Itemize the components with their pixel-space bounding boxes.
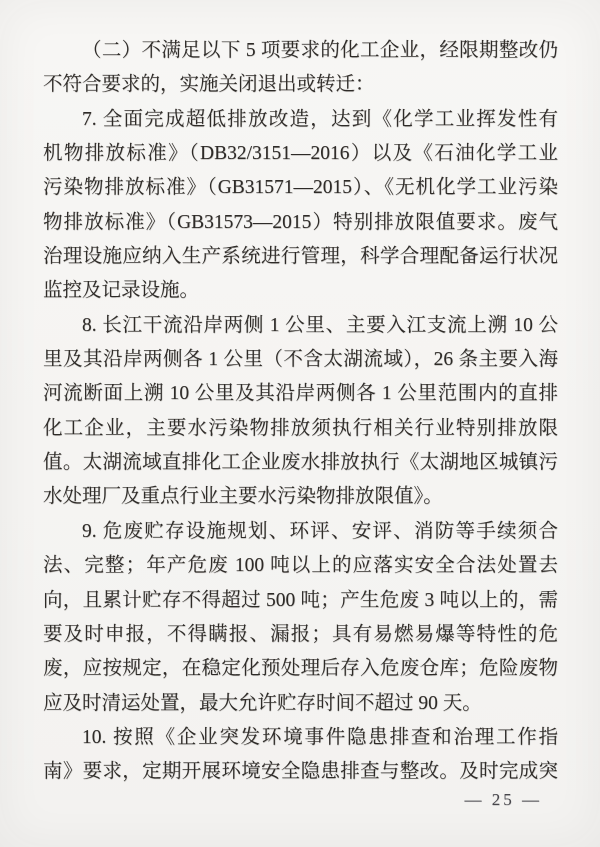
text-line: 监控及记录设施。 — [43, 280, 200, 302]
text-line: 里及其沿岸两侧各 1 公里（不含太湖流域），26 条主要入海 — [43, 349, 558, 371]
text-line: 10. 按照《企业突发环境事件隐患排查和治理工作指 — [82, 726, 558, 748]
paragraph-item-9 — [43, 515, 558, 721]
text-line: 要及时申报，不得瞒报、漏报；具有易燃易爆等特性的危 — [43, 623, 558, 645]
text-line: 废，应按规定，在稳定化预处理后存入危废仓库；危险废物 — [43, 658, 558, 680]
paragraph-item-10 — [43, 721, 558, 790]
text-line: 污染物排放标准》（GB31571—2015）、《无机化学工业污染 — [43, 177, 558, 199]
text-line: 河流断面上溯 10 公里及其沿岸两侧各 1 公里范围内的直排 — [43, 383, 558, 405]
text-line: 不符合要求的，实施关闭退出或转迁： — [43, 74, 375, 96]
text-line: （二）不满足以下 5 项要求的化工企业，经限期整改仍 — [82, 40, 558, 61]
text-line: 8. 长江干流沿岸两侧 1 公里、主要入江支流上溯 10 公 — [82, 314, 558, 336]
paragraph-item-7 — [43, 103, 558, 309]
text-line: 向，且累计贮存不得超过 500 吨；产生危废 3 吨以上的，需 — [43, 589, 558, 611]
document-body — [43, 34, 558, 790]
text-line: 法、完整；年产危废 100 吨以上的应落实安全合法处置去 — [43, 555, 558, 577]
text-line: 化工企业，主要水污染物排放须执行相关行业特别排放限 — [43, 417, 558, 439]
paragraph-clause-2-intro — [43, 34, 558, 103]
text-line: 水处理厂及重点行业主要水污染物排放限值》。 — [43, 486, 443, 508]
text-line: 应及时清运处置，最大允许贮存时间不超过 90 天。 — [43, 692, 482, 714]
text-line: 南》要求，定期开展环境安全隐患排查与整改。及时完成突 — [43, 761, 558, 783]
text-line: 值。太湖流域直排化工企业废水排放执行《太湖地区城镇污 — [43, 452, 558, 474]
text-line: 7. 全面完成超低排放改造，达到《化学工业挥发性有 — [82, 108, 558, 130]
text-line: 治理设施应纳入生产系统进行管理，科学合理配备运行状况 — [43, 246, 558, 268]
text-line: 机物排放标准》（DB32/3151—2016）以及《石油化学工业 — [43, 143, 558, 165]
page-number: — 25 — — [464, 790, 542, 809]
paragraph-item-8 — [43, 309, 558, 515]
text-line: 9. 危废贮存设施规划、环评、安评、消防等手续须合 — [82, 520, 558, 542]
text-line: 物排放标准》（GB31573—2015）特别排放限值要求。废气 — [43, 211, 558, 233]
